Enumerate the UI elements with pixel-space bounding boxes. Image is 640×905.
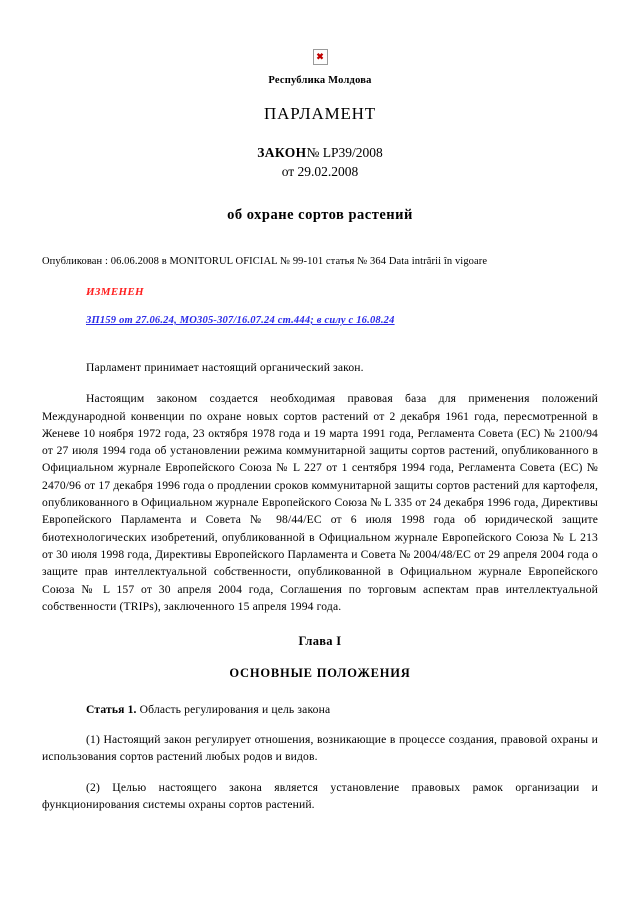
law-date: от 29.02.2008 — [281, 164, 359, 179]
law-number: № LP39/2008 — [306, 145, 383, 160]
chapter-name: ОСНОВНЫЕ ПОЛОЖЕНИЯ — [229, 666, 411, 681]
law-number-line — [42, 145, 598, 161]
broken-image-icon — [313, 49, 328, 65]
emblem-container — [42, 48, 598, 66]
clause-1: (1) Настоящий закон регулирует отношения, возникающие в процессе создания, правовой охраны и использования сортов растений любых родов и видов. — [42, 733, 598, 764]
publication-line: Опубликован : 06.06.2008 в MONITORUL OFICIAL № 99-101 статья № 364 Data intrării în vigoare — [42, 256, 488, 267]
preamble-paragraph: Парламент принимает настоящий органический закон. — [86, 361, 364, 374]
country-heading: Республика Молдова — [268, 75, 372, 86]
article-title: Область регулирования и цель закона — [136, 703, 331, 717]
chapter-number: Глава I — [298, 634, 342, 649]
law-label: ЗАКОН — [257, 145, 307, 160]
status-badge-amended: ИЗМЕНЕН — [86, 286, 144, 298]
main-paragraph: Настоящим законом создается необходимая правовая база для применения положений Международной конвенции по охране новых сортов растений от 2 декабря 1961 года, пересмотренной в Женеве 10 ноября 1972 года, 23 октября 1978 года и 19 марта 1991 года, Регламента Совета (ЕС) № 2100/94 от 27 июля 1994 года об установлении режима коммунитарной защиты сортов растений, опубликованного в Официальном журнале Европейского Союза № L 227 от 1 сентября 1994 года, Регламента Совета (ЕС) № 2470/96 от 17 декабря 1996 года о продлении сроков коммунитарной защиты сортов растений для картофеля, опубликованного в Официальном журнале Европейского Союза № L 335 от 24 декабря 1996 года, Директивы Европейского Парламента и Совета № 98/44/ЕС от 6 июля 1998 года об юридической защите биотехнологических изобретений, опубликованной в Официальном журнале Европейского Союза № L 213 от 30 июля 1998 года, Директивы Европейского Парламента и Совета № 2004/48/ЕС от 29 апреля 2004 года о защите прав интеллектуальной собственности, опубликованной в Официальном журнале Европейского Союза № L 157 от 30 апреля 2004 года, Соглашения по торговым аспектам прав интеллектуальной собственности (TRIPs), заключенного 15 апреля 1994 года. — [42, 392, 598, 613]
page-title: об охране сортов растений — [227, 207, 413, 223]
article-label: Статья 1. — [86, 703, 137, 717]
clause-2: (2) Целью настоящего закона является установление правовых рамок организации и функционирования системы охраны сортов растений. — [42, 780, 598, 812]
article-heading — [42, 703, 598, 716]
institution-heading: ПАРЛАМЕНТ — [264, 104, 376, 123]
amendment-link[interactable]: ЗП159 от 27.06.24, МО305-307/16.07.24 ст.444; в силу с 16.08.24 — [86, 315, 395, 326]
broken-image-x-glyph: ✖ — [316, 51, 324, 62]
